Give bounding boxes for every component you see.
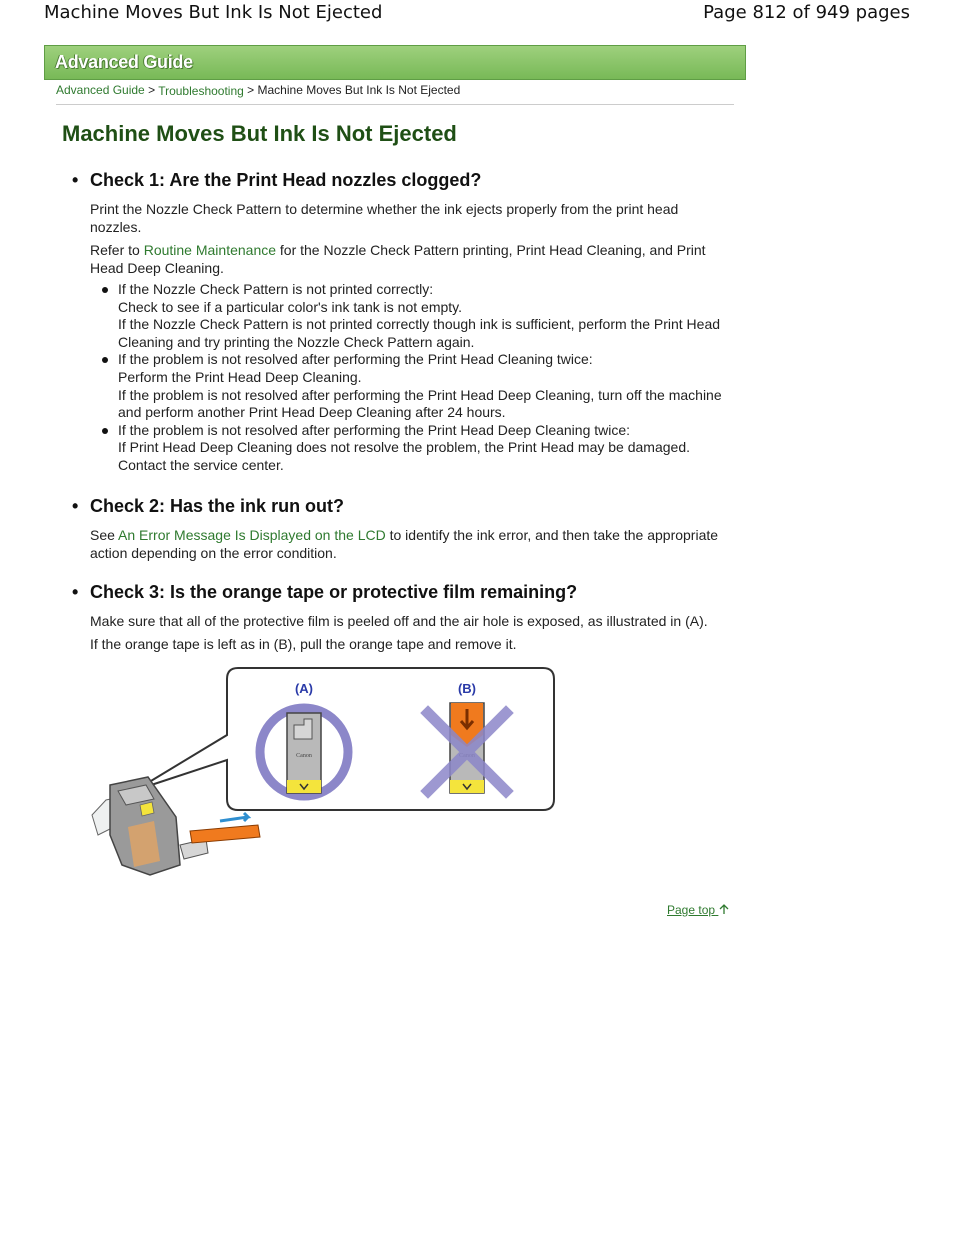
page-header [44,0,910,26]
tank-a-ink-window [287,780,321,793]
banner-label: Advanced Guide [55,52,193,72]
page-counter: Page 812 of 949 pages [703,2,910,23]
check-2-heading: • Check 2: Has the ink run out? [72,496,732,517]
label-a: (A) [294,681,314,696]
breadcrumb [56,83,460,97]
divider [56,104,734,105]
item-condition: If the problem is not resolved after performing the Print Head Deep Cleaning twice: [118,421,631,438]
item-action: Perform the Print Head Deep Cleaning. [118,368,362,385]
label-b: (B) [457,681,477,696]
page-title: Machine Moves But Ink Is Not Ejected [62,121,457,146]
ink-tank-illustration [88,665,558,880]
arrow-up-icon [718,903,730,915]
tank-b-ink-window [450,780,484,793]
check-1-list [72,281,732,475]
ink-tank-figure [88,665,558,880]
advanced-guide-banner [44,45,746,80]
see-text: See [90,527,119,543]
tank-brand: Canon [296,753,312,759]
list-item [118,422,732,475]
item-action: Check to see if a particular color's ink tank is not empty. [118,298,463,315]
check-3-heading: • Check 3: Is the orange tape or protective film remaining? [72,582,732,603]
check-1-intro: Print the Nozzle Check Pattern to determine whether the ink ejects properly from the print head nozzles. [90,201,679,235]
page-top-label: Page top [667,903,716,917]
refer-text-rest: for the Nozzle Check Pattern printing, Print Head Cleaning, and Print Head Deep Cleaning. [90,242,706,276]
document-title: Machine Moves But Ink Is Not Ejected [44,2,383,23]
check-1-refer [72,242,732,277]
list-item [118,351,732,421]
check-1-section [72,170,732,475]
breadcrumb-separator: > [243,83,258,97]
item-condition: If the problem is not resolved after performing the Print Head Cleaning twice: [118,351,593,368]
check-3-section [72,582,732,653]
list-item [118,281,732,351]
check-2-text [72,527,732,562]
check-3-tape-text: If the orange tape is left as in (B), pull the orange tape and remove it. [90,635,517,652]
check-3-film-text: Make sure that all of the protective film is peeled off and the air hole is exposed, as illustrated in (A). [90,613,708,629]
breadcrumb-troubleshooting[interactable]: Troubleshooting [158,84,244,98]
breadcrumb-advanced-guide[interactable]: Advanced Guide [56,83,145,97]
see-text-rest: to identify the ink error, and then take the appropriate action depending on the error condition. [90,527,719,561]
breadcrumb-current: Machine Moves But Ink Is Not Ejected [257,83,461,97]
check-1-heading: • Check 1: Are the Print Head nozzles clogged? [72,170,732,191]
orange-tape-strip [190,825,260,843]
item-condition: If the Nozzle Check Pattern is not printed correctly: [118,281,434,297]
item-followup: If the problem is not resolved after performing the Print Head Deep Cleaning, turn off the machine and perform another Print Head Deep Cleaning after 24 hours. [118,386,722,421]
pull-arrow-icon [220,813,248,821]
item-followup: Contact the service center. [118,456,284,473]
item-action: If Print Head Deep Cleaning does not resolve the problem, the Print Head may be damaged. [118,439,690,456]
breadcrumb-separator: > [144,83,159,97]
refer-text: Refer to [90,242,144,258]
ink-tank-label [140,802,154,816]
item-followup: If the Nozzle Check Pattern is not printed correctly though ink is sufficient, perform the Print Head Cleaning and try printing the Nozzle Check Pattern again. [118,316,721,350]
page-top-link[interactable] [667,903,730,917]
error-message-link[interactable]: An Error Message Is Displayed on the LCD [118,527,386,543]
routine-maintenance-link[interactable]: Routine Maintenance [143,242,277,258]
check-2-section [72,496,732,562]
